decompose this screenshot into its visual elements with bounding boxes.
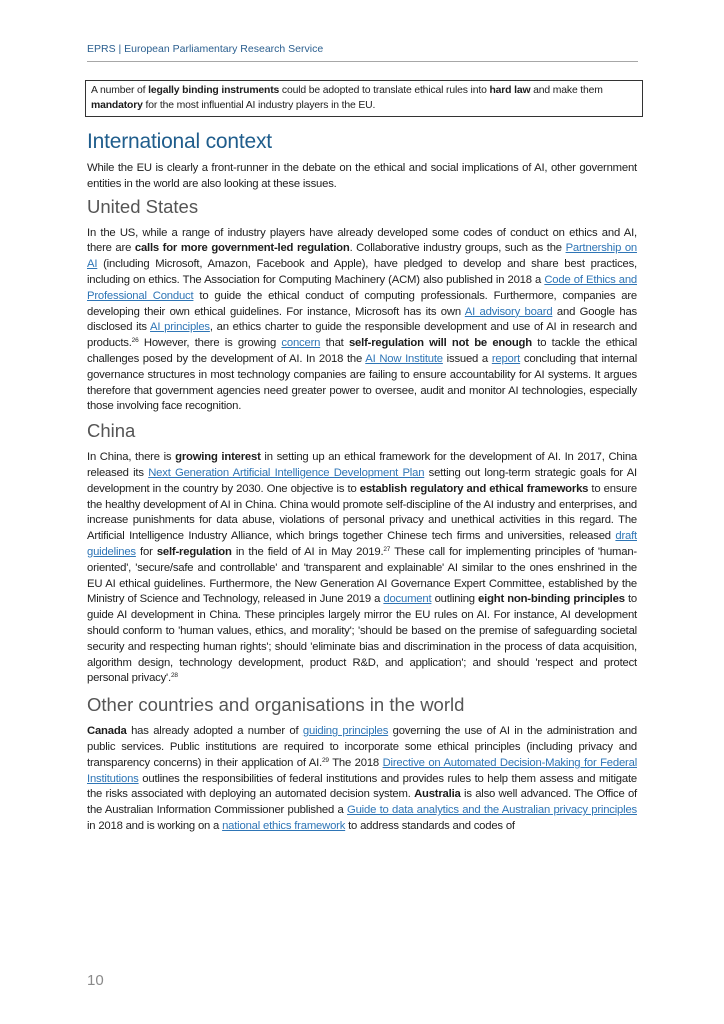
bold-text: Australia xyxy=(414,788,461,801)
footnote-ref-27[interactable]: 27 xyxy=(383,545,391,553)
body-text: for xyxy=(135,545,157,558)
draft-guidelines-link[interactable]: draft guidelines xyxy=(87,530,637,558)
main-content xyxy=(87,128,637,835)
body-text: . Collaborative industry groups, such as the xyxy=(349,242,566,255)
ai-development-plan-link[interactable]: Next Generation Artificial Intelligence Development Plan xyxy=(148,466,425,479)
document-link[interactable]: document xyxy=(383,593,432,606)
national-ethics-framework-link[interactable]: national ethics framework xyxy=(222,819,346,832)
bold-text: self-regulation xyxy=(156,545,232,558)
body-text: The 2018 xyxy=(328,756,383,769)
body-text: setting out long-term strategic goals for AI development in the country by 2030. One objective is to xyxy=(87,466,637,495)
body-text: to guide the ethical conduct of computing professionals. Furthermore, companies are developing their own ethical guidelines. For instance, Microsoft has its own xyxy=(87,289,637,318)
other-countries-paragraph xyxy=(87,724,637,835)
body-text: to tackle the ethical challenges posed by the development of AI. In 2018 the xyxy=(87,337,638,365)
body-text: governing the use of AI in the administration and public services. Public institutions are required to incorporate some ethical principles (including privacy and transparency concerns) in their application of AI. xyxy=(87,725,637,769)
page-number: 10 xyxy=(87,972,104,989)
callout-box xyxy=(85,80,643,117)
body-text: is also well advanced. The Office of the Australian Information Commissioner published a xyxy=(87,788,637,817)
body-text: concluding that internal governance structures in most technology companies are failing to ensure accountability for AI systems. It argues therefore that government agencies need greater power to oversee, audit and monitor AI technologies, especially those involving face recognition. xyxy=(87,352,638,413)
footnote-ref-29[interactable]: 29 xyxy=(322,756,329,764)
body-text: , an ethics charter to guide the responsible development and use of AI in research and products. xyxy=(87,321,637,350)
body-text: (including Microsoft, Amazon, Facebook and Apple), have pledged to develop and share best practices, including on ethics. The Association for Computing Machinery (ACM) also published in 2018 a xyxy=(87,258,637,286)
automated-decision-directive-link[interactable]: Directive on Automated Decision-Making for Federal Institutions xyxy=(87,756,638,785)
body-text: In China, there is xyxy=(87,451,176,464)
guiding-principles-link[interactable]: guiding principles xyxy=(302,725,389,738)
body-text: These call for implementing principles of 'human-oriented', 'secure/safe and controllable' and 'transparent and explainable' AI similar to the ones enshrined in the EU AI ethical guidelines. Furthermore, the New Generation AI Governance Expert Committee, established by the Ministry of Science and Technology, released in June 2019 a xyxy=(87,545,637,606)
bold-text: self-regulation will not be enough xyxy=(348,337,532,350)
body-text: in the field of AI in May 2019. xyxy=(231,545,384,558)
data-analytics-guide-link[interactable]: Guide to data analytics and the Australian privacy principles xyxy=(347,804,637,817)
callout-text: and make them xyxy=(530,85,603,96)
callout-bold-text: hard law xyxy=(489,85,531,96)
bold-text: Canada xyxy=(87,725,127,738)
united-states-paragraph xyxy=(87,226,637,416)
ai-advisory-board-link[interactable]: AI advisory board xyxy=(464,305,553,318)
body-text: in 2018 and is working on a xyxy=(87,819,223,832)
ai-principles-link[interactable]: AI principles xyxy=(150,321,210,334)
body-text: to address standards and codes of xyxy=(345,819,515,832)
body-text: that xyxy=(320,337,349,350)
ai-now-institute-link[interactable]: AI Now Institute xyxy=(365,352,443,365)
china-paragraph xyxy=(87,450,637,687)
body-text: and Google has disclosed its xyxy=(87,305,637,334)
body-text: to ensure the healthy development of AI in China. China would promote self-discipline of the AI industry and enterprises, and increase punishments for data abuse, violations of personal privacy and unethical activities in this regard. The Artificial Intelligence Industry Alliance, which brings together Chinese tech firms and universities, released xyxy=(87,482,637,543)
body-text: has already adopted a number of xyxy=(126,725,303,738)
bold-text: eight non-binding principles xyxy=(478,593,625,606)
subsection-heading-united-states: United States xyxy=(87,195,199,217)
section-heading-international-context: International context xyxy=(87,130,272,153)
subsection-heading-china: China xyxy=(87,420,136,442)
acm-code-of-ethics-link[interactable]: Code of Ethics and Professional Conduct xyxy=(87,273,637,302)
bold-text: establish regulatory and ethical frameworks xyxy=(359,482,589,495)
body-text: to guide AI development in China. These principles largely mirror the EU rules on AI. For instance, AI development should conform to 'human values, ethics, and morality'; 'should be based on the premise of safeguarding societal security and respecting human rights'; should 'eliminate bias and discrimination in the process of data acquisition, algorithm design, technology development, product R&D, and application'; and should 'respect and protect personal privacy'. xyxy=(87,593,637,685)
callout-text: for the most influential AI industry players in the EU. xyxy=(142,100,376,111)
body-text: However, there is growing xyxy=(138,337,282,350)
body-text: in setting up an ethical framework for the development of AI. In 2017, China released its xyxy=(87,451,637,479)
callout-text: could be adopted to translate ethical rules into xyxy=(279,85,490,96)
body-text: In the US, while a range of industry players have already developed some codes of conduct on ethics and AI, there are xyxy=(87,226,637,255)
callout-bold-text: legally binding instruments xyxy=(148,85,280,96)
concern-link[interactable]: concern xyxy=(281,337,321,350)
international-intro-paragraph: While the EU is clearly a front-runner in the debate on the ethical and social implications of AI, other government entities in the world are also looking at these issues. xyxy=(87,162,637,190)
bold-text: calls for more government-led regulation xyxy=(134,242,350,255)
body-text: outlines the responsibilities of federal institutions and provides rules to help them assess and mitigate the risks associated with deploying an automated decision system. xyxy=(87,772,637,801)
footnote-ref-26[interactable]: 26 xyxy=(131,337,139,345)
page-header: EPRS | European Parliamentary Research Service xyxy=(87,43,638,62)
callout-bold-text: mandatory xyxy=(91,100,143,111)
partnership-on-ai-link[interactable]: Partnership on AI xyxy=(87,242,637,271)
body-text: issued a xyxy=(442,352,492,365)
report-link[interactable]: report xyxy=(491,352,521,365)
subsection-heading-other-countries: Other countries and organisations in the world xyxy=(87,694,465,716)
callout-text: A number of xyxy=(91,85,149,96)
bold-text: growing interest xyxy=(175,451,261,464)
body-text: outlining xyxy=(431,593,479,606)
footnote-ref-28[interactable]: 28 xyxy=(170,672,178,680)
